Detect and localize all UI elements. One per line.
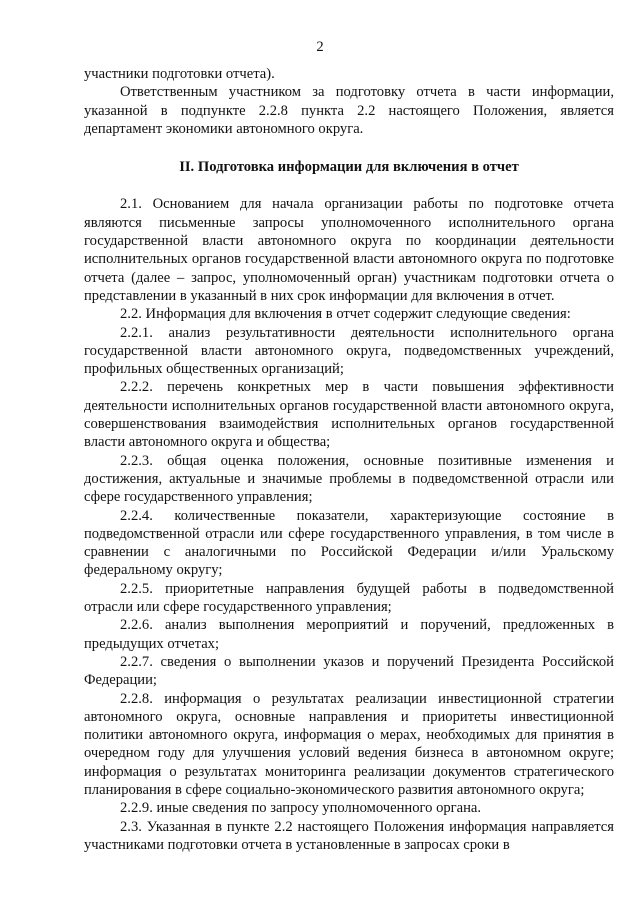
paragraph-2-2-2: 2.2.2. перечень конкретных мер в части повышения эффективности деятельности исполнительных органов государственной власти автономного округа, совершенствования взаимодействия исполнительных органов государственной власти автономного округа и общества; [84, 379, 614, 451]
paragraph-2-2-1: 2.2.1. анализ результативности деятельности исполнительного органа государственной власти автономного округа, подведомственных учреждений, профильных общественных организаций; [84, 324, 614, 378]
paragraph-2-2-9: 2.2.9. иные сведения по запросу уполномоченного органа. [120, 800, 482, 817]
paragraph-2-2-4: 2.2.4. количественные показатели, характеризующие состояние в подведомственной отрасли или сфере государственного управления, в том числе в сравнении с аналогичными по Российской Федерации и/или Уральскому федеральному округу; [84, 507, 614, 579]
paragraph-2-2-8: 2.2.8. информация о результатах реализации инвестиционной стратегии автономного округа, основные направления и приоритеты инвестиционной политики автономного округа, информация о мерах, необходимых для принятия в очередном году для улучшения условий ведения бизнеса в автономном округе; информация о результатах мониторинга реализации документов стратегического планирования в сфере социально-экономического развития автономного округа; [84, 690, 614, 798]
paragraph-2-3: 2.3. Указанная в пункте 2.2 настоящего Положения информация направляется участниками подготовки отчета в установленные в запросах сроки в [84, 818, 614, 853]
paragraph-continuation: участники подготовки отчета). [84, 66, 275, 82]
document-body [84, 65, 614, 854]
paragraph-2-2-3: 2.2.3. общая оценка положения, основные позитивные изменения и достижения, актуальные и значимые проблемы в подведомственной отрасли или сфере государственного управления; [84, 452, 614, 506]
paragraph-2-2: 2.2. Информация для включения в отчет содержит следующие сведения: [120, 306, 571, 323]
page-number: 2 [316, 39, 324, 55]
paragraph-2-2-5: 2.2.5. приоритетные направления будущей работы в подведомственной отрасли или сфере государственного управления; [84, 580, 614, 616]
section-heading: II. Подготовка информации для включения в отчет [179, 159, 519, 176]
paragraph-2-1: 2.1. Основанием для начала организации работы по подготовке отчета являются письменные запросы уполномоченного исполнительного органа государственной власти автономного округа по координации деятельности исполнительных органов государственной власти автономного округа по подготовке отчета (далее – запрос, уполномоченный орган) участникам подготовки отчета о представлении в указанный в них срок информации для включения в отчет. [84, 196, 614, 304]
paragraph-responsible: Ответственным участником за подготовку отчета в части информации, указанной в подпункте 2.2.8 пункта 2.2 настоящего Положения, является департамент экономики автономного округа. [84, 84, 614, 137]
paragraph-2-2-7: 2.2.7. сведения о выполнении указов и поручений Президента Российской Федерации; [84, 653, 614, 689]
paragraph-2-2-6: 2.2.6. анализ выполнения мероприятий и поручений, предложенных в предыдущих отчетах; [84, 617, 614, 652]
